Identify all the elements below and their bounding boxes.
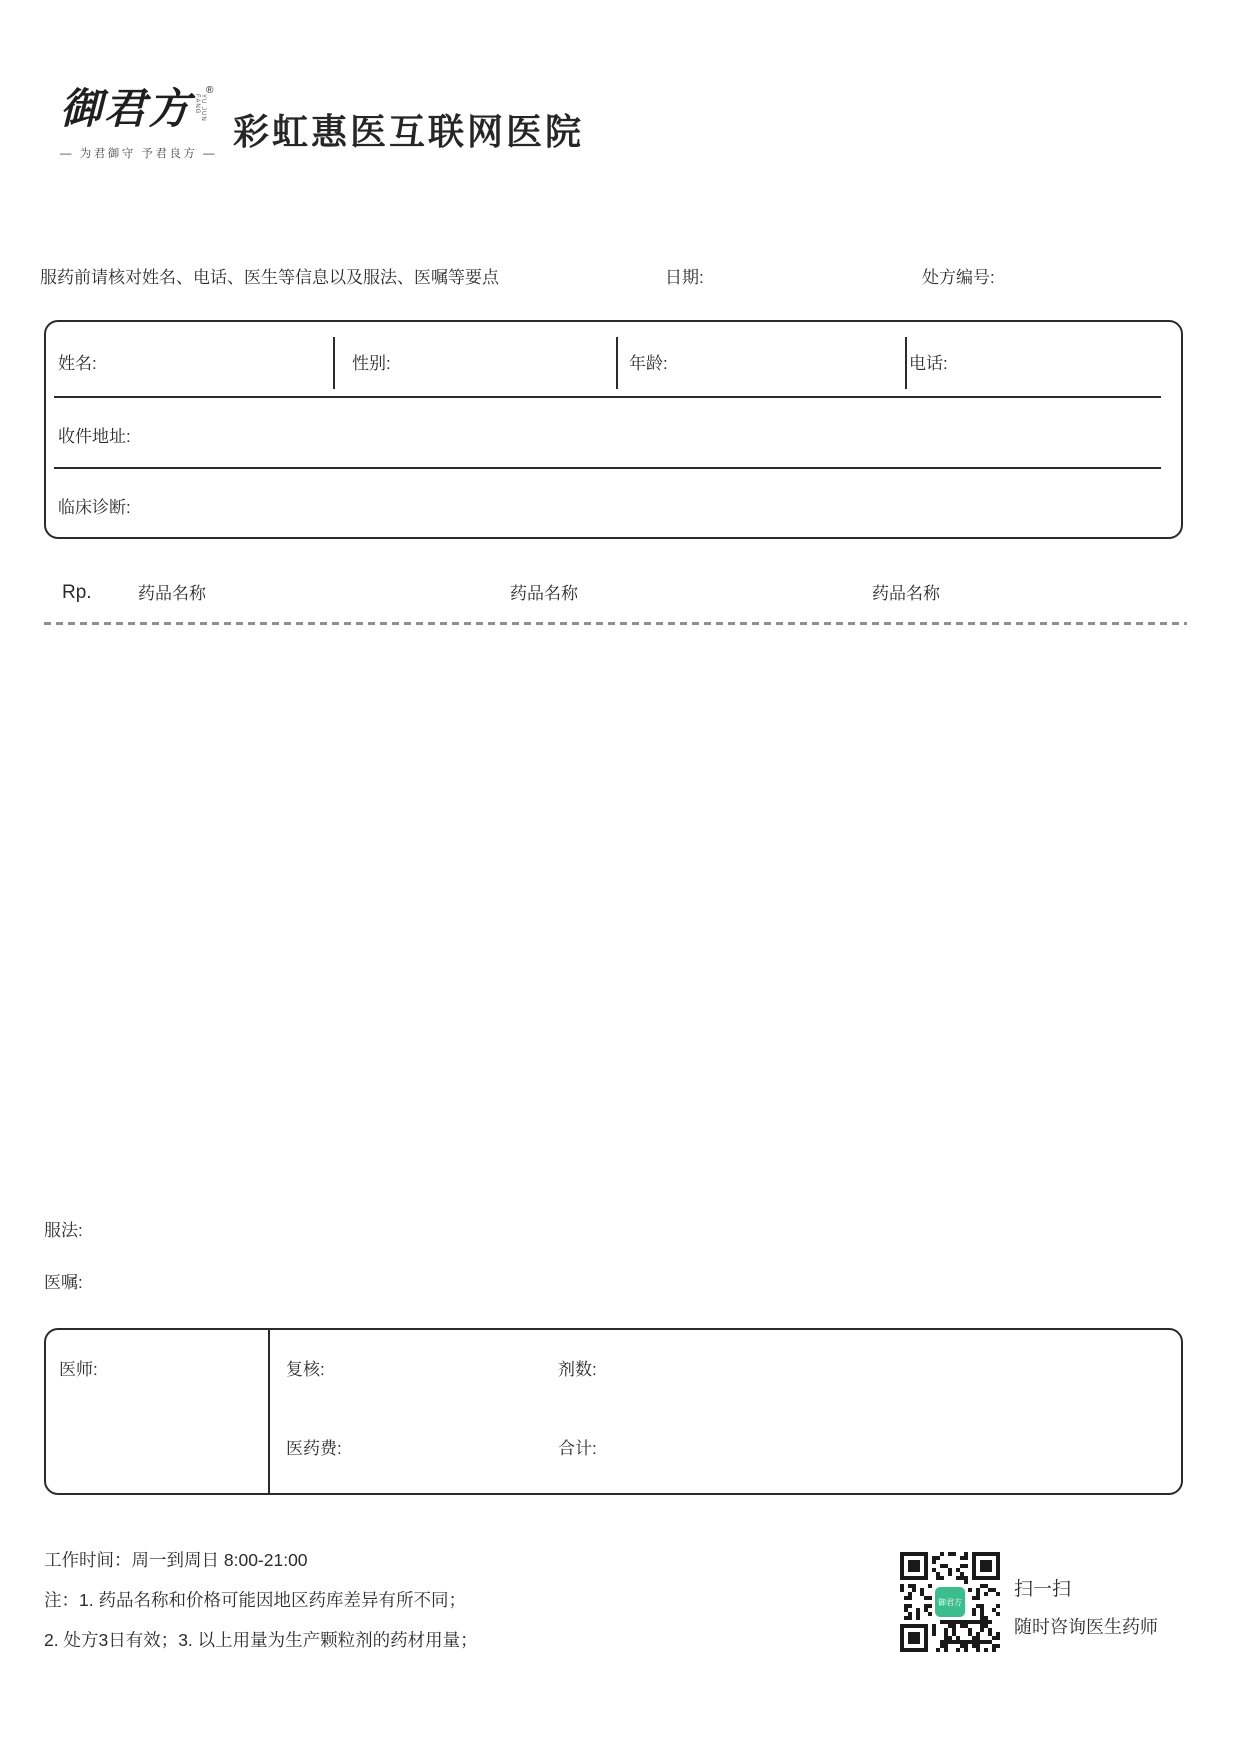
signature-box <box>44 1328 1183 1495</box>
patient-age-label: 年龄: <box>629 354 668 373</box>
review-label: 复核: <box>286 1360 325 1379</box>
rx-number-label: 处方编号: <box>922 268 995 287</box>
brand-logo-text: 御君方 <box>60 84 193 133</box>
qr-code <box>900 1552 1000 1652</box>
divider <box>54 467 1161 469</box>
medical-fee-label: 医药费: <box>286 1439 342 1458</box>
footer-note-2: 2. 处方3日有效；3. 以上用量为生产颗粒剂的药材用量； <box>44 1630 478 1650</box>
scan-caption-sub: 随时咨询医生药师 <box>1014 1617 1158 1637</box>
working-hours: 工作时间：周一到周日 8:00-21:00 <box>44 1550 308 1570</box>
divider <box>905 337 907 389</box>
patient-info-box <box>44 320 1183 539</box>
divider <box>616 337 618 389</box>
drug-name-column-header: 药品名称 <box>138 584 206 603</box>
clinical-diagnosis-label: 临床诊断: <box>58 498 131 517</box>
date-label: 日期: <box>665 268 704 287</box>
drug-name-column-header: 药品名称 <box>872 584 940 603</box>
verification-notice: 服药前请核对姓名、电话、医生等信息以及服法、医嘱等要点 <box>40 268 499 287</box>
divider <box>54 396 1161 398</box>
usage-label: 服法: <box>44 1221 83 1240</box>
qr-center-text: 御君方 <box>938 1598 962 1607</box>
hospital-name: 彩虹惠医互联网医院 <box>233 111 585 152</box>
divider <box>268 1330 270 1493</box>
patient-name-label: 姓名: <box>58 354 97 373</box>
advice-label: 医嘱: <box>44 1273 83 1292</box>
divider <box>333 337 335 389</box>
prescription-items-area <box>44 630 1187 1210</box>
brand-logo-vertical-text: YU JUN FANG <box>194 94 207 122</box>
registered-trademark-icon: ® <box>206 85 214 96</box>
drug-name-column-header: 药品名称 <box>510 584 578 603</box>
total-label: 合计: <box>558 1439 597 1458</box>
brand-logo <box>60 84 218 161</box>
scan-caption-title: 扫一扫 <box>1014 1579 1072 1600</box>
dashed-separator <box>44 622 1187 625</box>
physician-label: 医师: <box>59 1360 98 1379</box>
rp-label: Rp. <box>62 582 92 603</box>
footer-note-1: 注：1. 药品名称和价格可能因地区药库差异有所不同； <box>44 1590 466 1610</box>
patient-phone-label: 电话: <box>909 354 948 373</box>
shipping-address-label: 收件地址: <box>58 427 131 446</box>
patient-gender-label: 性别: <box>352 354 391 373</box>
doses-label: 剂数: <box>558 1360 597 1379</box>
brand-tagline: — 为君御守 予君良方 — <box>60 148 218 160</box>
